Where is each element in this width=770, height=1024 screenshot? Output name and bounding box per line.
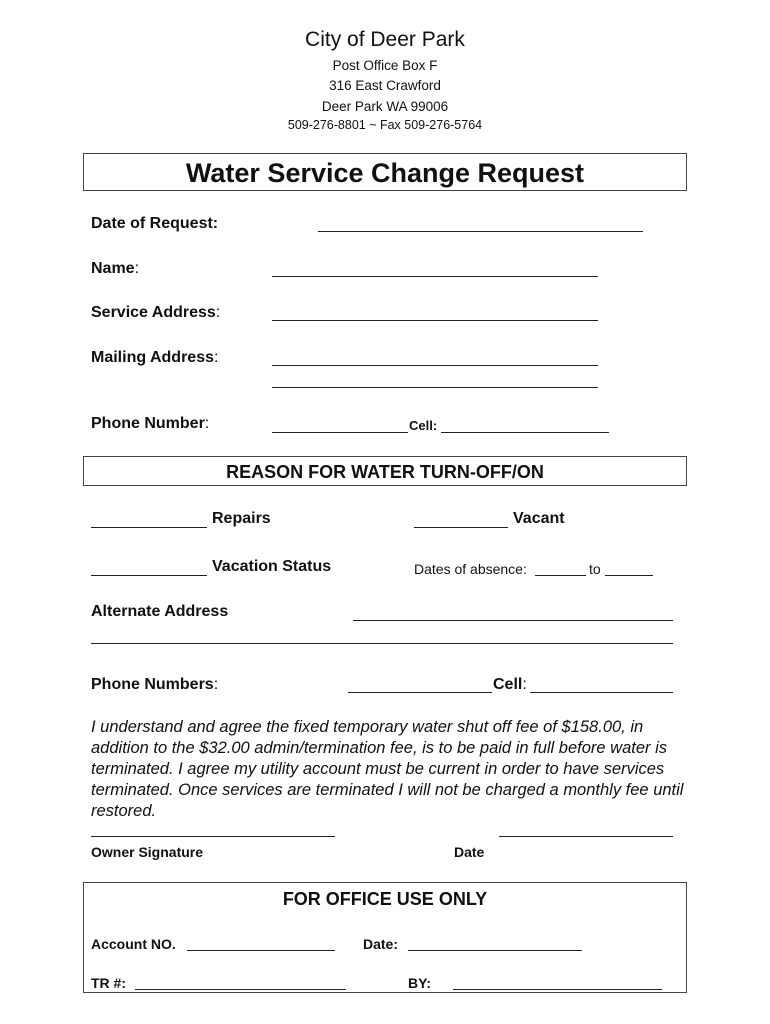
form-title: Water Service Change Request <box>185 158 585 188</box>
absence-to-line[interactable] <box>605 575 653 576</box>
phone-number-line[interactable] <box>272 432 408 433</box>
alt-cell-line[interactable] <box>530 692 673 693</box>
date-signature-line[interactable] <box>499 836 673 837</box>
title-box <box>83 153 687 191</box>
account-no-label: Account NO. <box>91 936 176 952</box>
dates-of-absence-label: Dates of absence: <box>414 561 527 577</box>
vacation-status-label: Vacation Status <box>212 558 332 575</box>
address-line-2: 316 East Crawford <box>329 78 441 93</box>
office-date-line[interactable] <box>408 950 582 951</box>
phone-numbers-line[interactable] <box>348 692 492 693</box>
repairs-label: Repairs <box>212 510 271 527</box>
signature-date-label: Date <box>454 844 485 860</box>
alternate-address-label: Alternate Address <box>91 603 229 620</box>
by-label: BY: <box>408 975 432 991</box>
phone-numbers-label: Phone Numbers: <box>91 676 219 693</box>
vacation-status-check-line[interactable] <box>91 575 207 576</box>
absence-from-line[interactable] <box>535 575 586 576</box>
name-label: Name: <box>91 260 140 277</box>
cell-label: Cell: <box>409 418 438 433</box>
phone-number-label: Phone Number: <box>91 415 210 432</box>
office-use-heading: FOR OFFICE USE ONLY <box>282 889 488 909</box>
mailing-address-line-1[interactable] <box>272 365 598 366</box>
address-line-1: Post Office Box F <box>332 58 438 73</box>
vacant-check-line[interactable] <box>414 527 508 528</box>
address-line-3: Deer Park WA 99006 <box>321 99 449 114</box>
account-no-line[interactable] <box>187 950 335 951</box>
vacant-label: Vacant <box>513 510 565 527</box>
mailing-address-line-2[interactable] <box>272 387 598 388</box>
office-date-label: Date: <box>363 936 399 952</box>
name-line[interactable] <box>272 276 598 277</box>
city-name: City of Deer Park <box>305 28 465 51</box>
agreement-text: I understand and agree the fixed temporary water shut off fee of $158.00, in addition to the $32.00 admin/termination fee, is to be paid in full before water is terminated. I agree my utility account must be current in order to have services terminated. Once services are terminated I will not be charged a monthly fee until restored. <box>91 718 684 820</box>
service-address-label: Service Address: <box>91 304 221 321</box>
tr-label: TR #: <box>91 975 126 991</box>
by-line[interactable] <box>453 989 662 990</box>
tr-line[interactable] <box>135 989 346 990</box>
to-label: to <box>589 561 601 577</box>
owner-signature-line[interactable] <box>91 836 335 837</box>
owner-signature-label: Owner Signature <box>91 844 204 860</box>
service-address-line[interactable] <box>272 320 598 321</box>
reason-heading-box <box>83 456 687 486</box>
reason-heading: REASON FOR WATER TURN-OFF/ON <box>226 462 544 482</box>
alternate-address-line-1[interactable] <box>353 620 673 621</box>
repairs-check-line[interactable] <box>91 527 207 528</box>
alternate-address-line-2[interactable] <box>91 643 673 644</box>
alt-cell-label: Cell: <box>493 676 527 693</box>
phone-fax: 509-276-8801 ~ Fax 509-276-5764 <box>287 118 483 132</box>
mailing-address-label: Mailing Address: <box>91 349 219 366</box>
cell-line[interactable] <box>441 432 609 433</box>
date-of-request-line[interactable] <box>318 231 643 232</box>
date-of-request-label: Date of Request: <box>91 215 219 232</box>
